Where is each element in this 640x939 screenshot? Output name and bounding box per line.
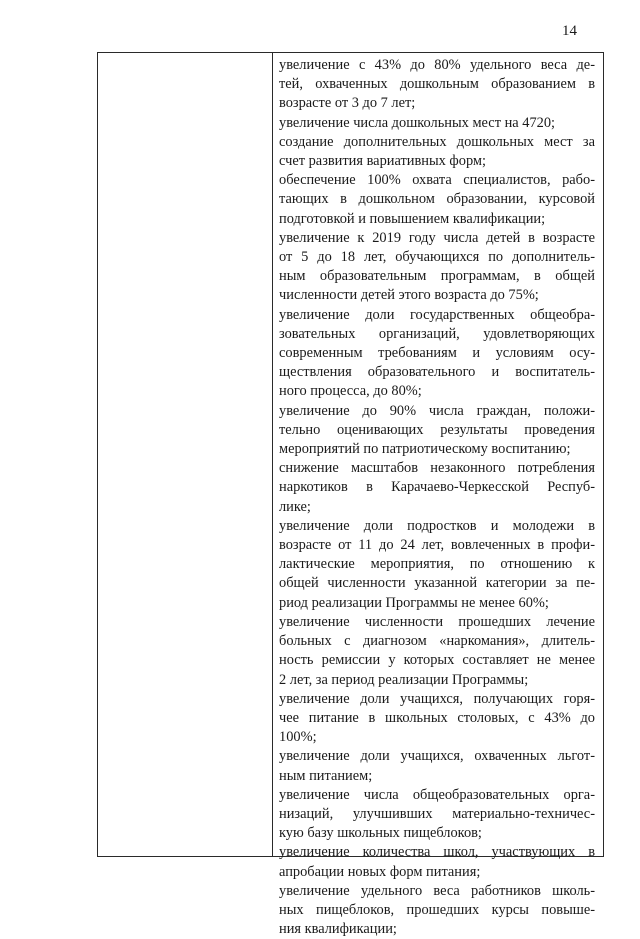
text-line: современным требованиям и условиям осу-: [279, 345, 595, 362]
text-line: риод реализации Программы не менее 60%;: [279, 594, 549, 611]
text-line: наркотиков в Карачаево-Черкесской Респуб-: [279, 479, 595, 496]
text-line: создание дополнительных дошкольных мест за: [279, 133, 595, 150]
text-line: обеспечение 100% охвата специалистов, рабо-: [279, 172, 595, 189]
text-line: ным образовательным программам, в общей: [279, 268, 595, 285]
text-line: апробации новых форм питания;: [279, 863, 481, 880]
text-line: ного процесса, до 80%;: [279, 383, 422, 400]
text-line: 100%;: [279, 729, 317, 746]
text-line: от 5 до 18 лет, обучающихся по дополнитель-: [279, 249, 595, 266]
text-line: лике;: [279, 498, 311, 515]
text-line: зовательных организаций, удовлетворяющих: [279, 325, 595, 342]
text-line: тающих в дошкольном образовании, курсовой: [279, 191, 595, 208]
text-line: счет развития вариативных форм;: [279, 153, 487, 170]
text-line: лактические мероприятия, по отношению к: [279, 556, 595, 573]
text-line: 2 лет, за период реализации Программы;: [279, 671, 529, 688]
text-line: ных пищеблоков, прошедших курсы повыше-: [279, 901, 595, 918]
text-line: увеличение до 90% числа граждан, положи-: [279, 402, 595, 419]
text-line: возрасте от 11 до 24 лет, вовлеченных в профи-: [279, 537, 595, 554]
text-line: снижение масштабов незаконного потребления: [279, 460, 595, 477]
text-line: возрасте от 3 до 7 лет;: [279, 95, 416, 112]
text-line: кую базу школьных пищеблоков;: [279, 825, 482, 842]
text-line: увеличение доли учащихся, охваченных льгот-: [279, 748, 595, 765]
text-line: численности детей этого возраста до 75%;: [279, 287, 539, 304]
text-line: ность ремиссии у которых составляет не менее: [279, 652, 595, 669]
text-line: чее питание в школьных столовых, с 43% до: [279, 709, 595, 726]
text-line: увеличение количества школ, участвующих в: [279, 844, 595, 861]
text-line: мероприятий по патриотическому воспитанию;: [279, 441, 571, 458]
text-line: увеличение с 43% до 80% удельного веса де-: [279, 57, 595, 73]
text-line: увеличение числа общеобразовательных орга-: [279, 786, 595, 803]
text-line: ным питанием;: [279, 767, 373, 784]
page-number: 14: [562, 23, 577, 39]
text-line: увеличение удельного веса работников школь-: [279, 882, 595, 899]
text-line: увеличение доли государственных общеобра-: [279, 306, 595, 323]
indicators-column: [279, 56, 595, 939]
text-line: увеличение численности прошедших лечение: [279, 613, 595, 630]
text-line: подготовкой и повышением квалификации;: [279, 210, 546, 227]
text-line: низаций, улучшивших материально-техничес-: [279, 805, 595, 822]
column-divider: [272, 53, 273, 856]
text-line: тей, охваченных дошкольным образованием в: [279, 76, 595, 93]
text-line: больных с диагнозом «наркомания», длитель-: [279, 633, 595, 650]
text-line: увеличение к 2019 году числа детей в возрасте: [279, 229, 595, 246]
text-line: общей численности указанной категории за пе-: [279, 575, 595, 592]
text-line: увеличение числа дошкольных мест на 4720;: [279, 114, 556, 131]
text-line: ществления образовательного и воспитатель-: [279, 364, 595, 381]
text-line: увеличение доли учащихся, получающих горя-: [279, 690, 595, 707]
text-line: ния квалификации;: [279, 921, 397, 938]
text-line: увеличение доли подростков и молодежи в: [279, 517, 595, 534]
text-line: тельно оценивающих результаты проведения: [279, 421, 595, 438]
table: [97, 52, 604, 938]
